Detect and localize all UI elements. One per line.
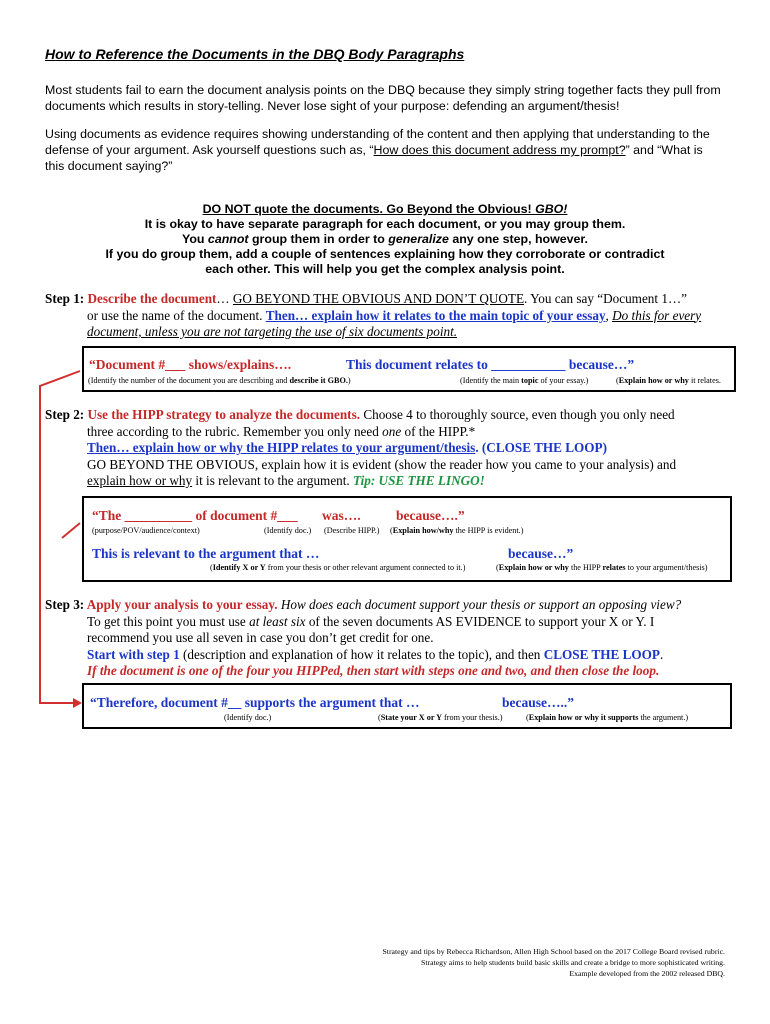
step-1-box-relates: This document relates to ___________ because…” bbox=[346, 357, 635, 372]
footer-line-1: Strategy and tips by Rebecca Richardson, Allen High School based on the 2017 College Board revised rubric. bbox=[382, 947, 725, 956]
step-3-hint-doc: (Identify doc.) bbox=[224, 713, 272, 722]
h26d: relates bbox=[602, 563, 626, 572]
footer-credits bbox=[382, 946, 725, 979]
h32c: from your thesis.) bbox=[441, 713, 503, 722]
hint-1-b: describe it GBO. bbox=[289, 376, 348, 385]
step-3-line-3: recommend you use all seven in case you don’t get credit for one. bbox=[87, 630, 434, 645]
intro-p2-end: ” and “What is this document saying?” bbox=[45, 143, 703, 173]
h25a: ( bbox=[210, 563, 213, 572]
step-1-t4: or use the name of the document. bbox=[87, 307, 266, 323]
step-2-hint-doc: (Identify doc.) bbox=[264, 526, 312, 535]
s3-at-least-six: at least six bbox=[249, 613, 306, 629]
h32b: State your X or Y bbox=[380, 713, 442, 722]
step-3-t1: How does each document support your thesis or support an opposing view? bbox=[277, 597, 682, 612]
step-2-box-because-2: because…” bbox=[508, 546, 574, 561]
s3t4b: (description and explanation of how it relates to the topic), and then bbox=[179, 646, 544, 662]
step-2-tip: Tip: USE THE LINGO! bbox=[353, 473, 485, 488]
hint-1-c: ) bbox=[347, 376, 351, 385]
hint-2-a: (Identify the main bbox=[460, 376, 522, 385]
step-3-box-therefore: “Therefore, document #__ supports the argument that … bbox=[90, 695, 420, 710]
step-2-box-was: was…. bbox=[322, 508, 361, 523]
step-2-box-because: because….” bbox=[396, 508, 465, 523]
step-3-label: Step 3: bbox=[45, 597, 87, 612]
s3t2c: of the seven documents AS EVIDENCE to support your X or Y. I bbox=[305, 613, 655, 629]
h33c: the argument.) bbox=[638, 713, 689, 722]
s3-hipped-note: If the document is one of the four you HIPPed, then start with steps one and two, and then close the loop. bbox=[87, 663, 660, 678]
s3-close-loop: CLOSE THE LOOP bbox=[543, 646, 660, 662]
intro-p2-question: How does this document address my prompt? bbox=[373, 143, 626, 157]
h25b: Identify X or Y bbox=[212, 563, 266, 572]
rule-3-generalize: generalize bbox=[388, 232, 449, 246]
hint-3-c: it relates. bbox=[688, 376, 721, 385]
step-2-one: one bbox=[382, 423, 402, 439]
hint-1-a: (Identify the number of the document you are describing and bbox=[88, 376, 290, 385]
step-2-close-loop: . (CLOSE THE LOOP) bbox=[475, 440, 607, 455]
h26e: to your argument/thesis) bbox=[625, 563, 708, 572]
step-3-heading: Apply your analysis to your essay. bbox=[86, 597, 278, 612]
hint-3-b: Explain how or why bbox=[618, 376, 689, 385]
step-1-heading: Describe the document bbox=[87, 291, 217, 306]
s3t2a: To get this point you must use bbox=[87, 613, 250, 629]
step-2-t2a: three according to the rubric. Remember you only need bbox=[87, 423, 383, 439]
rule-line-5: each other. This will help you get the complex analysis point. bbox=[205, 262, 565, 276]
intro-paragraph-1: Most students fail to earn the document analysis points on the DBQ because they simply string together facts they pull from documents which results in story-telling. Never lose sight of your purpose: defending an argument/thesis! bbox=[45, 83, 721, 113]
step-2-t5b: it is relevant to the argument. bbox=[192, 473, 354, 488]
h32a: ( bbox=[378, 713, 381, 722]
step-1-label: Step 1: bbox=[45, 291, 88, 306]
step-1-then: Then… explain how it relates to the main topic of your essay bbox=[265, 307, 606, 323]
step-2-box-relevant: This is relevant to the argument that … bbox=[92, 546, 320, 561]
rule-3-c: group them in order to bbox=[248, 232, 389, 246]
hint-2-c: of your essay.) bbox=[538, 376, 589, 385]
rule-3-a: You bbox=[181, 232, 208, 246]
rule-line-2: It is okay to have separate paragraph for each document, or you may group them. bbox=[144, 217, 626, 231]
step-1-box-document: “Document #___ shows/explains…. bbox=[89, 357, 292, 372]
rule-line-4: If you do group them, add a couple of sentences explaining how they corroborate or contradict bbox=[105, 247, 665, 261]
step-3-box-because: because…..” bbox=[502, 695, 574, 710]
step-1-t3: . You can say “Document 1…” bbox=[524, 291, 687, 306]
intro-p2-start: Using documents as evidence requires showing understanding of the content and then applying that understanding to the defense of your argument. Ask yourself questions such as, “ bbox=[45, 127, 710, 157]
step-2-heading: Use the HIPP strategy to analyze the documents. bbox=[87, 407, 361, 422]
h24a: ( bbox=[390, 526, 393, 535]
rule-3-cannot: cannot bbox=[207, 232, 249, 246]
box2-of-doc: __________ of document #___ bbox=[121, 508, 298, 523]
step-1-gbo: GO BEYOND THE OBVIOUS AND DON’T QUOTE bbox=[232, 291, 524, 306]
h25c: from your thesis or other relevant argument connected to it.) bbox=[265, 563, 466, 572]
step-2-then: Then… explain how or why the HIPP relates to your argument/thesis bbox=[87, 440, 476, 455]
hint-3-a: ( bbox=[616, 376, 619, 385]
hint-2-b: topic bbox=[521, 376, 539, 385]
footer-line-3: Example developed from the 2002 released DBQ. bbox=[569, 969, 725, 978]
h26a: ( bbox=[496, 563, 499, 572]
rule-3-e: any one step, however. bbox=[448, 232, 588, 246]
footer-line-2: Strategy aims to help students build basic skills and create a bridge to more sophisticated writing. bbox=[420, 958, 725, 967]
rule-no-quote: DO NOT quote the documents. Go Beyond the Obvious! bbox=[202, 202, 536, 216]
h24c: the HIPP is evident.) bbox=[453, 526, 524, 535]
step-1-t1: … bbox=[216, 291, 233, 306]
s3t4d: . bbox=[659, 646, 664, 662]
rule-gbo: GBO! bbox=[535, 202, 568, 216]
step-1-t6: , bbox=[605, 307, 613, 323]
step-2-how-why: explain how or why bbox=[87, 473, 193, 488]
h33b: Explain how or why it supports bbox=[528, 713, 639, 722]
s3-start-step-1: Start with step 1 bbox=[87, 646, 180, 662]
h26b: Explain how or why bbox=[498, 563, 569, 572]
h26c: the HIPP bbox=[568, 563, 603, 572]
step-2-t2c: of the HIPP.* bbox=[401, 423, 476, 439]
step-1-do-this: Do this for every document, unless you are not targeting the use of six documents point. bbox=[87, 307, 702, 339]
step-2-label: Step 2: bbox=[45, 407, 88, 422]
h33a: ( bbox=[526, 713, 529, 722]
step-2-hint-purpose: (purpose/POV/audience/context) bbox=[92, 526, 200, 535]
step-2-t1: Choose 4 to thoroughly source, even though you only need bbox=[360, 407, 675, 422]
step-2-line-4: GO BEYOND THE OBVIOUS, explain how it is evident (show the reader how you came to your analysis) and bbox=[87, 456, 677, 472]
page-title: How to Reference the Documents in the DBQ Body Paragraphs bbox=[45, 46, 465, 62]
h24b: Explain how/why bbox=[392, 526, 454, 535]
step-2-hint-hipp: (Describe HIPP.) bbox=[324, 526, 380, 535]
box2-the: “The bbox=[92, 508, 122, 523]
